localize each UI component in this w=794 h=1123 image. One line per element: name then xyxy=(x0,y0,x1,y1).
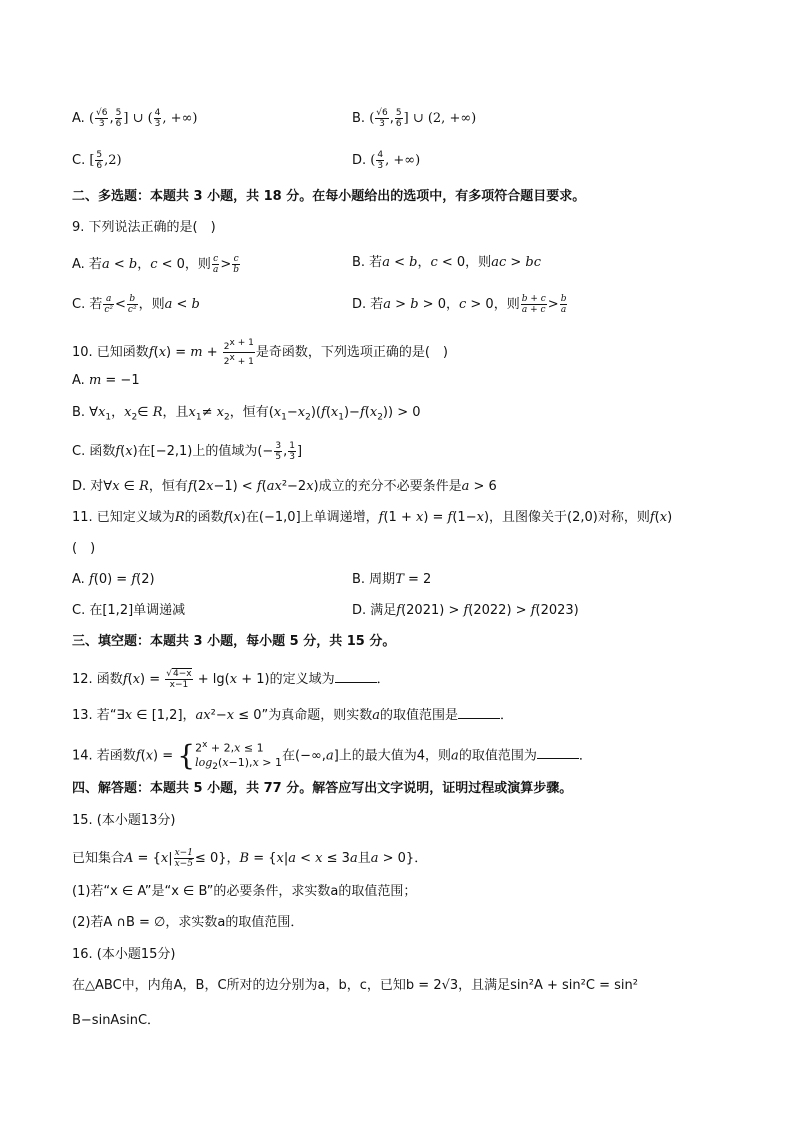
q13: 13. 若“∃x ∈ [1,2]，ax²−x ≤ 0”为真命题，则实数a的取值范围是 ． xyxy=(72,708,514,723)
section-3-title: 三、填空题：本题共 3 小题，每小题 5 分，共 15 分。 xyxy=(72,634,396,649)
q16-line2: B−sinAsinC． xyxy=(72,1013,161,1028)
answer-blank[interactable] xyxy=(537,746,579,759)
q8-option-a: A. ( $\frac{√6}{3}$ , $\frac{5}{6}$ ] ∪ ( $\frac{4}{3}$ , +∞) xyxy=(72,108,198,129)
q10-option-a: A. m = −1 xyxy=(72,373,140,388)
q11-stem: 11. 已知定义域为R的函数f(x)在(−1,0]上单调递增，f(1 + x) = f(1−x)，且图像关于(2,0)对称，则f(x) xyxy=(72,510,673,525)
q10-stem: 10. 已知函数f(x) = m + $\frac{2^{x + 1}}{2^x + 1}$ 是奇函数，下列选项正确的是( ) xyxy=(72,338,448,367)
q10-option-d: D. 对∀x ∈ R，恒有f(2x−1) < f(ax²−2x)成立的充分不必要条件是a > 6 xyxy=(72,479,497,494)
q8-option-c: C. [ $\frac{5}{6}$ ,2) xyxy=(72,150,122,171)
q9-option-d: D. 若a > b > 0，c > 0，则 $\frac{b + c}{a + c}$ > $\frac{b}{a}$ xyxy=(352,294,567,315)
q14: 14. 若函数f(x) = { $2^x + 2,x \le 1$ $\log_2(x-1),x > 1$ 在(−∞,a]上的最大值为4，则a的取值范围为 ． xyxy=(72,738,592,772)
q11-option-a: A. f(0) = f(2) xyxy=(72,572,155,587)
q9-stem: 9. 下列说法正确的是( ) xyxy=(72,220,216,235)
section-4-title: 四、解答题：本题共 5 小题，共 77 分。解答应写出文字说明，证明过程或演算步骤。 xyxy=(72,781,573,796)
q9-option-c: C. 若 $\frac{a}{\text{c²}}$ < $\frac{b}{\text{c²}}$ ，则a < b xyxy=(72,294,200,315)
q15-part1: (1)若“x ∈ A”是“x ∈ B”的必要条件，求实数a的取值范围； xyxy=(72,884,417,899)
q15-part2: (2)若A ∩B = ∅，求实数a的取值范围． xyxy=(72,915,304,930)
q16-line1: 在△ABC中，内角A，B，C所对的边分别为a，b，c，已知b = 2√3，且满足sin²A + sin²C = sin² xyxy=(72,978,638,993)
q16-head: 16. (本小题15分) xyxy=(72,947,176,962)
q11-option-d: D. 满足f(2021) > f(2022) > f(2023) xyxy=(352,603,579,618)
answer-blank[interactable] xyxy=(458,706,500,719)
q8-option-b: B. ( $\frac{√6}{3}$ , $\frac{5}{6}$ ] ∪ (2, +∞) xyxy=(352,108,477,129)
q15-head: 15. (本小题13分) xyxy=(72,813,176,828)
q11-option-c: C. 在[1,2]单调递减 xyxy=(72,603,186,618)
q8-option-d: D. ( $\frac{4}{3}$ , +∞) xyxy=(352,150,421,171)
q9-option-a: A. 若a < b，c < 0，则 $\frac{c}{a}$ > $\frac{c}{b}$ xyxy=(72,254,239,275)
q11-option-b: B. 周期T = 2 xyxy=(352,572,432,587)
q9-option-b: B. 若a < b，c < 0，则ac > bc xyxy=(352,255,541,270)
q10-option-b: B. $\forall x_1$，$x_2\in$ R，且$x_1\ne x_2$，恒有$(x_1-x_2)(f(x_1)-f(x_2)) > 0$ xyxy=(72,405,421,423)
answer-blank[interactable] xyxy=(335,670,377,683)
q10-option-c: C. 函数f(x)在[−2,1)上的值域为(− $\frac{3}{5}$ , $\frac{1}{3}$ ] xyxy=(72,441,303,462)
section-2-title: 二、多选题：本题共 3 小题，共 18 分。在每小题给出的选项中，有多项符合题目要求。 xyxy=(72,189,586,204)
q11-paren: ( ) xyxy=(72,541,96,556)
q15-text: 已知集合A = {x| $\frac{x-1}{x-5}$ ≤ 0}，B = {x|a < x ≤ 3a且a > 0}． xyxy=(72,848,428,869)
q12: 12. 函数f(x) = $\frac{√4-x}{x-1}$ + lg(x + 1)的定义域为 ． xyxy=(72,669,390,690)
